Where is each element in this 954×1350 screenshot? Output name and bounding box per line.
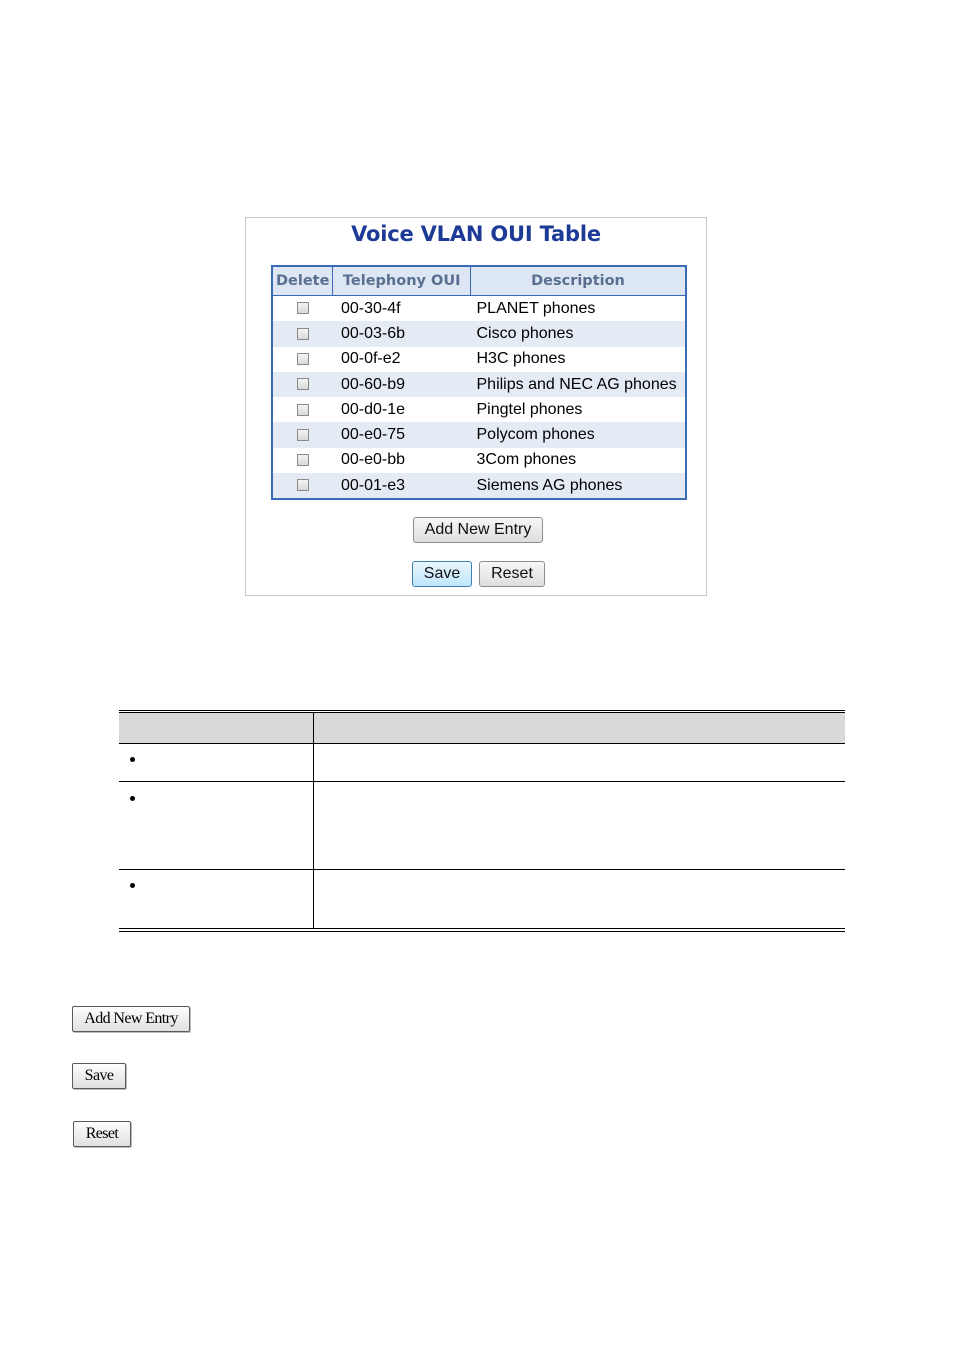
bullet-icon — [130, 883, 135, 888]
bullet-icon — [130, 757, 135, 762]
description-cell: Philips and NEC AG phones — [471, 372, 687, 397]
table-row — [272, 422, 686, 447]
delete-checkbox[interactable] — [297, 479, 309, 491]
delete-checkbox[interactable] — [297, 454, 309, 466]
page-title: Voice VLAN OUI Table — [351, 222, 601, 246]
oui-cell: 00-0f-e2 — [340, 350, 401, 368]
column-divider — [313, 713, 314, 928]
bullet-icon — [130, 796, 135, 801]
delete-checkbox[interactable] — [297, 302, 309, 314]
row-divider — [119, 869, 845, 870]
description-table-header — [119, 713, 845, 744]
column-header-description: Description — [471, 266, 687, 296]
save-button[interactable]: Save — [412, 561, 472, 587]
oui-cell: 00-60-b9 — [333, 372, 471, 397]
delete-checkbox[interactable] — [297, 378, 309, 390]
oui-cell: 00-30-4f — [340, 299, 401, 317]
row-divider — [119, 781, 845, 782]
description-cell: Polycom phones — [471, 422, 687, 447]
oui-cell: 00-e0-bb — [340, 451, 405, 469]
table-bottom-rule — [119, 928, 845, 932]
oui-cell: 00-01-e3 — [333, 473, 471, 499]
oui-cell: 00-03-6b — [333, 321, 471, 346]
reset-button-illustration[interactable]: Reset — [73, 1121, 131, 1147]
voice-vlan-oui-panel — [245, 217, 707, 596]
add-new-entry-button[interactable]: Add New Entry — [413, 517, 543, 543]
description-cell: Cisco phones — [471, 321, 687, 346]
column-header-telephony-oui: Telephony OUI — [333, 266, 471, 296]
table-row — [272, 397, 686, 422]
column-header-delete: Delete — [272, 266, 333, 296]
delete-checkbox[interactable] — [297, 429, 309, 441]
table-header-row — [272, 266, 686, 296]
oui-cell: 00-e0-75 — [333, 422, 471, 447]
reset-button[interactable]: Reset — [479, 561, 545, 587]
description-cell: 3Com phones — [476, 451, 577, 469]
table-row — [272, 372, 686, 397]
oui-table — [271, 265, 687, 500]
description-cell: Siemens AG phones — [471, 473, 687, 499]
table-row — [272, 347, 686, 372]
table-row — [272, 321, 686, 346]
oui-cell: 00-d0-1e — [340, 400, 405, 418]
description-cell: Pingtel phones — [476, 400, 583, 418]
table-row — [272, 448, 686, 473]
delete-checkbox[interactable] — [297, 328, 309, 340]
description-cell: H3C phones — [476, 350, 566, 368]
table-row — [272, 296, 686, 322]
description-cell: PLANET phones — [476, 299, 596, 317]
table-row — [272, 473, 686, 499]
table-top-rule — [119, 710, 845, 713]
save-button-illustration[interactable]: Save — [72, 1063, 126, 1089]
delete-checkbox[interactable] — [297, 353, 309, 365]
delete-checkbox[interactable] — [297, 404, 309, 416]
add-new-entry-button-illustration[interactable]: Add New Entry — [72, 1006, 190, 1032]
